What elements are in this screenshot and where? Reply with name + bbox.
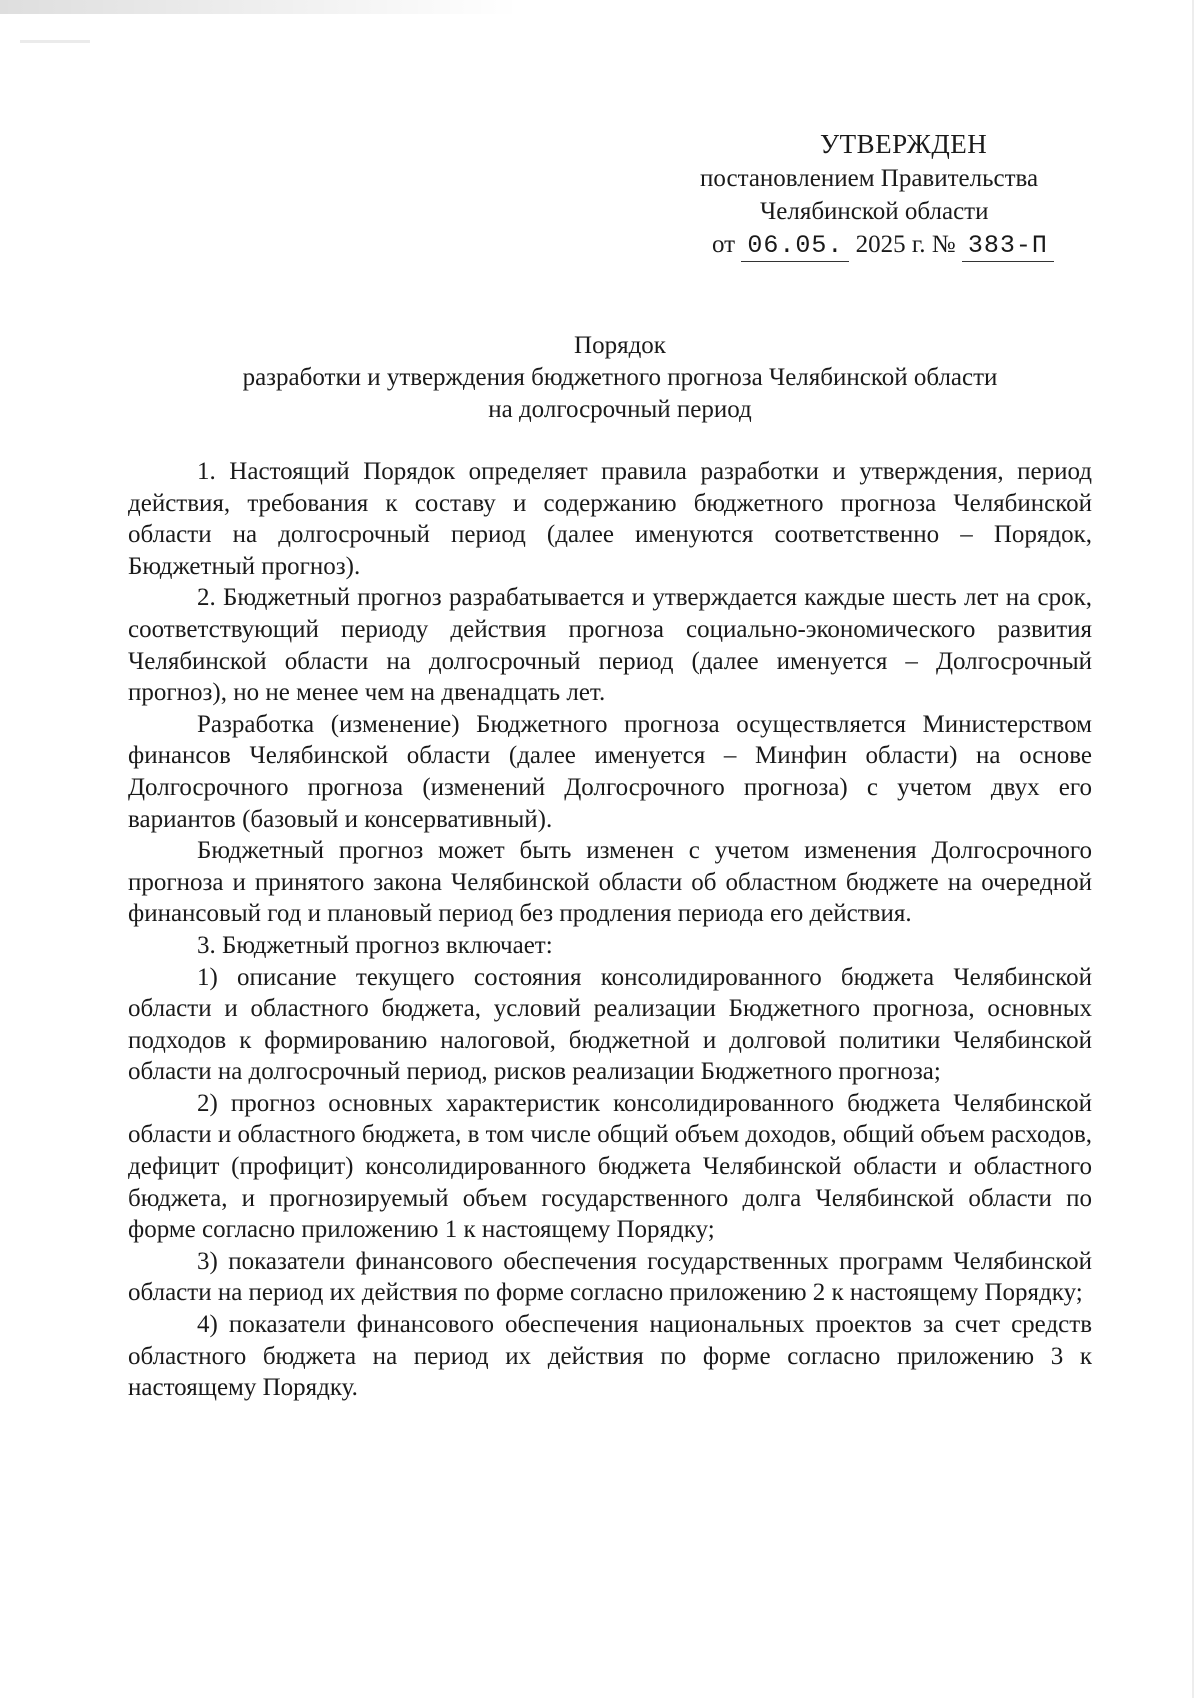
date-prefix: от bbox=[712, 231, 736, 258]
document-title bbox=[150, 330, 1090, 426]
paragraph: Разработка (изменение) Бюджетного прогноза осуществляется Министерством финансов Челябинской области (далее именуется – Минфин области) на основе Долгосрочного прогноза (изменений Долгосрочного прогноза) с учетом двух его вариантов (базовый и консервативный). bbox=[128, 710, 1092, 833]
title-line-1: Порядок bbox=[574, 332, 666, 359]
date-value: 06.05. bbox=[741, 231, 849, 262]
paragraph: 3. Бюджетный прогноз включает: bbox=[197, 931, 553, 959]
document-body bbox=[128, 456, 1092, 1404]
title-line-2: разработки и утверждения бюджетного прогноза Челябинской области bbox=[242, 364, 998, 391]
date-year: 2025 г. № bbox=[855, 231, 956, 258]
approval-date-line bbox=[712, 228, 1054, 262]
scan-artifact bbox=[0, 0, 520, 14]
approval-org-line: постановлением Правительства bbox=[700, 165, 1039, 192]
scan-artifact bbox=[20, 40, 90, 43]
paragraph: 1) описание текущего состояния консолидированного бюджета Челябинской области и областного бюджета, условий реализации Бюджетного прогноза, основных подходов к формированию налоговой, бюджетной и долговой политики Челябинской области на долгосрочный период, рисков реализации Бюджетного прогноза; bbox=[128, 963, 1092, 1086]
title-line-3: на долгосрочный период bbox=[488, 396, 752, 423]
approval-region-line: Челябинской области bbox=[760, 198, 989, 225]
scan-edge-line bbox=[1192, 0, 1194, 1698]
paragraph: 4) показатели финансового обеспечения национальных проектов за счет средств областного бюджета на период их действия по форме согласно приложению 3 к настоящему Порядку. bbox=[128, 1311, 1092, 1402]
decree-number: 383-П bbox=[962, 231, 1054, 262]
approval-title: УТВЕРЖДЕН bbox=[820, 129, 988, 159]
paragraph: 2) прогноз основных характеристик консолидированного бюджета Челябинской области и областного бюджета, в том числе общий объем доходов, общий объем расходов, дефицит (профицит) консолидированного бюджета Челябинской области и областного бюджета, и прогнозируемый объем государственного долга Челябинской области по форме согласно приложению 1 к настоящему Порядку; bbox=[128, 1089, 1092, 1244]
paragraph: 3) показатели финансового обеспечения государственных программ Челябинской области на период их действия по форме согласно приложению 2 к настоящему Порядку; bbox=[128, 1247, 1092, 1307]
paragraph: 1. Настоящий Порядок определяет правила разработки и утверждения, период действия, требования к составу и содержанию бюджетного прогноза Челябинской области на долгосрочный период (далее именуются соответственно – Порядок, Бюджетный прогноз). bbox=[128, 458, 1092, 580]
paragraph: Бюджетный прогноз может быть изменен с учетом изменения Долгосрочного прогноза и принятого закона Челябинской области об областном бюджете на очередной финансовый год и плановый период без продления периода его действия. bbox=[128, 837, 1092, 928]
paragraph: 2. Бюджетный прогноз разрабатывается и утверждается каждые шесть лет на срок, соответствующий периоду действия прогноза социально-экономического развития Челябинской области на долгосрочный период (далее именуется – Долгосрочный прогноз), но не менее чем на двенадцать лет. bbox=[128, 584, 1092, 707]
